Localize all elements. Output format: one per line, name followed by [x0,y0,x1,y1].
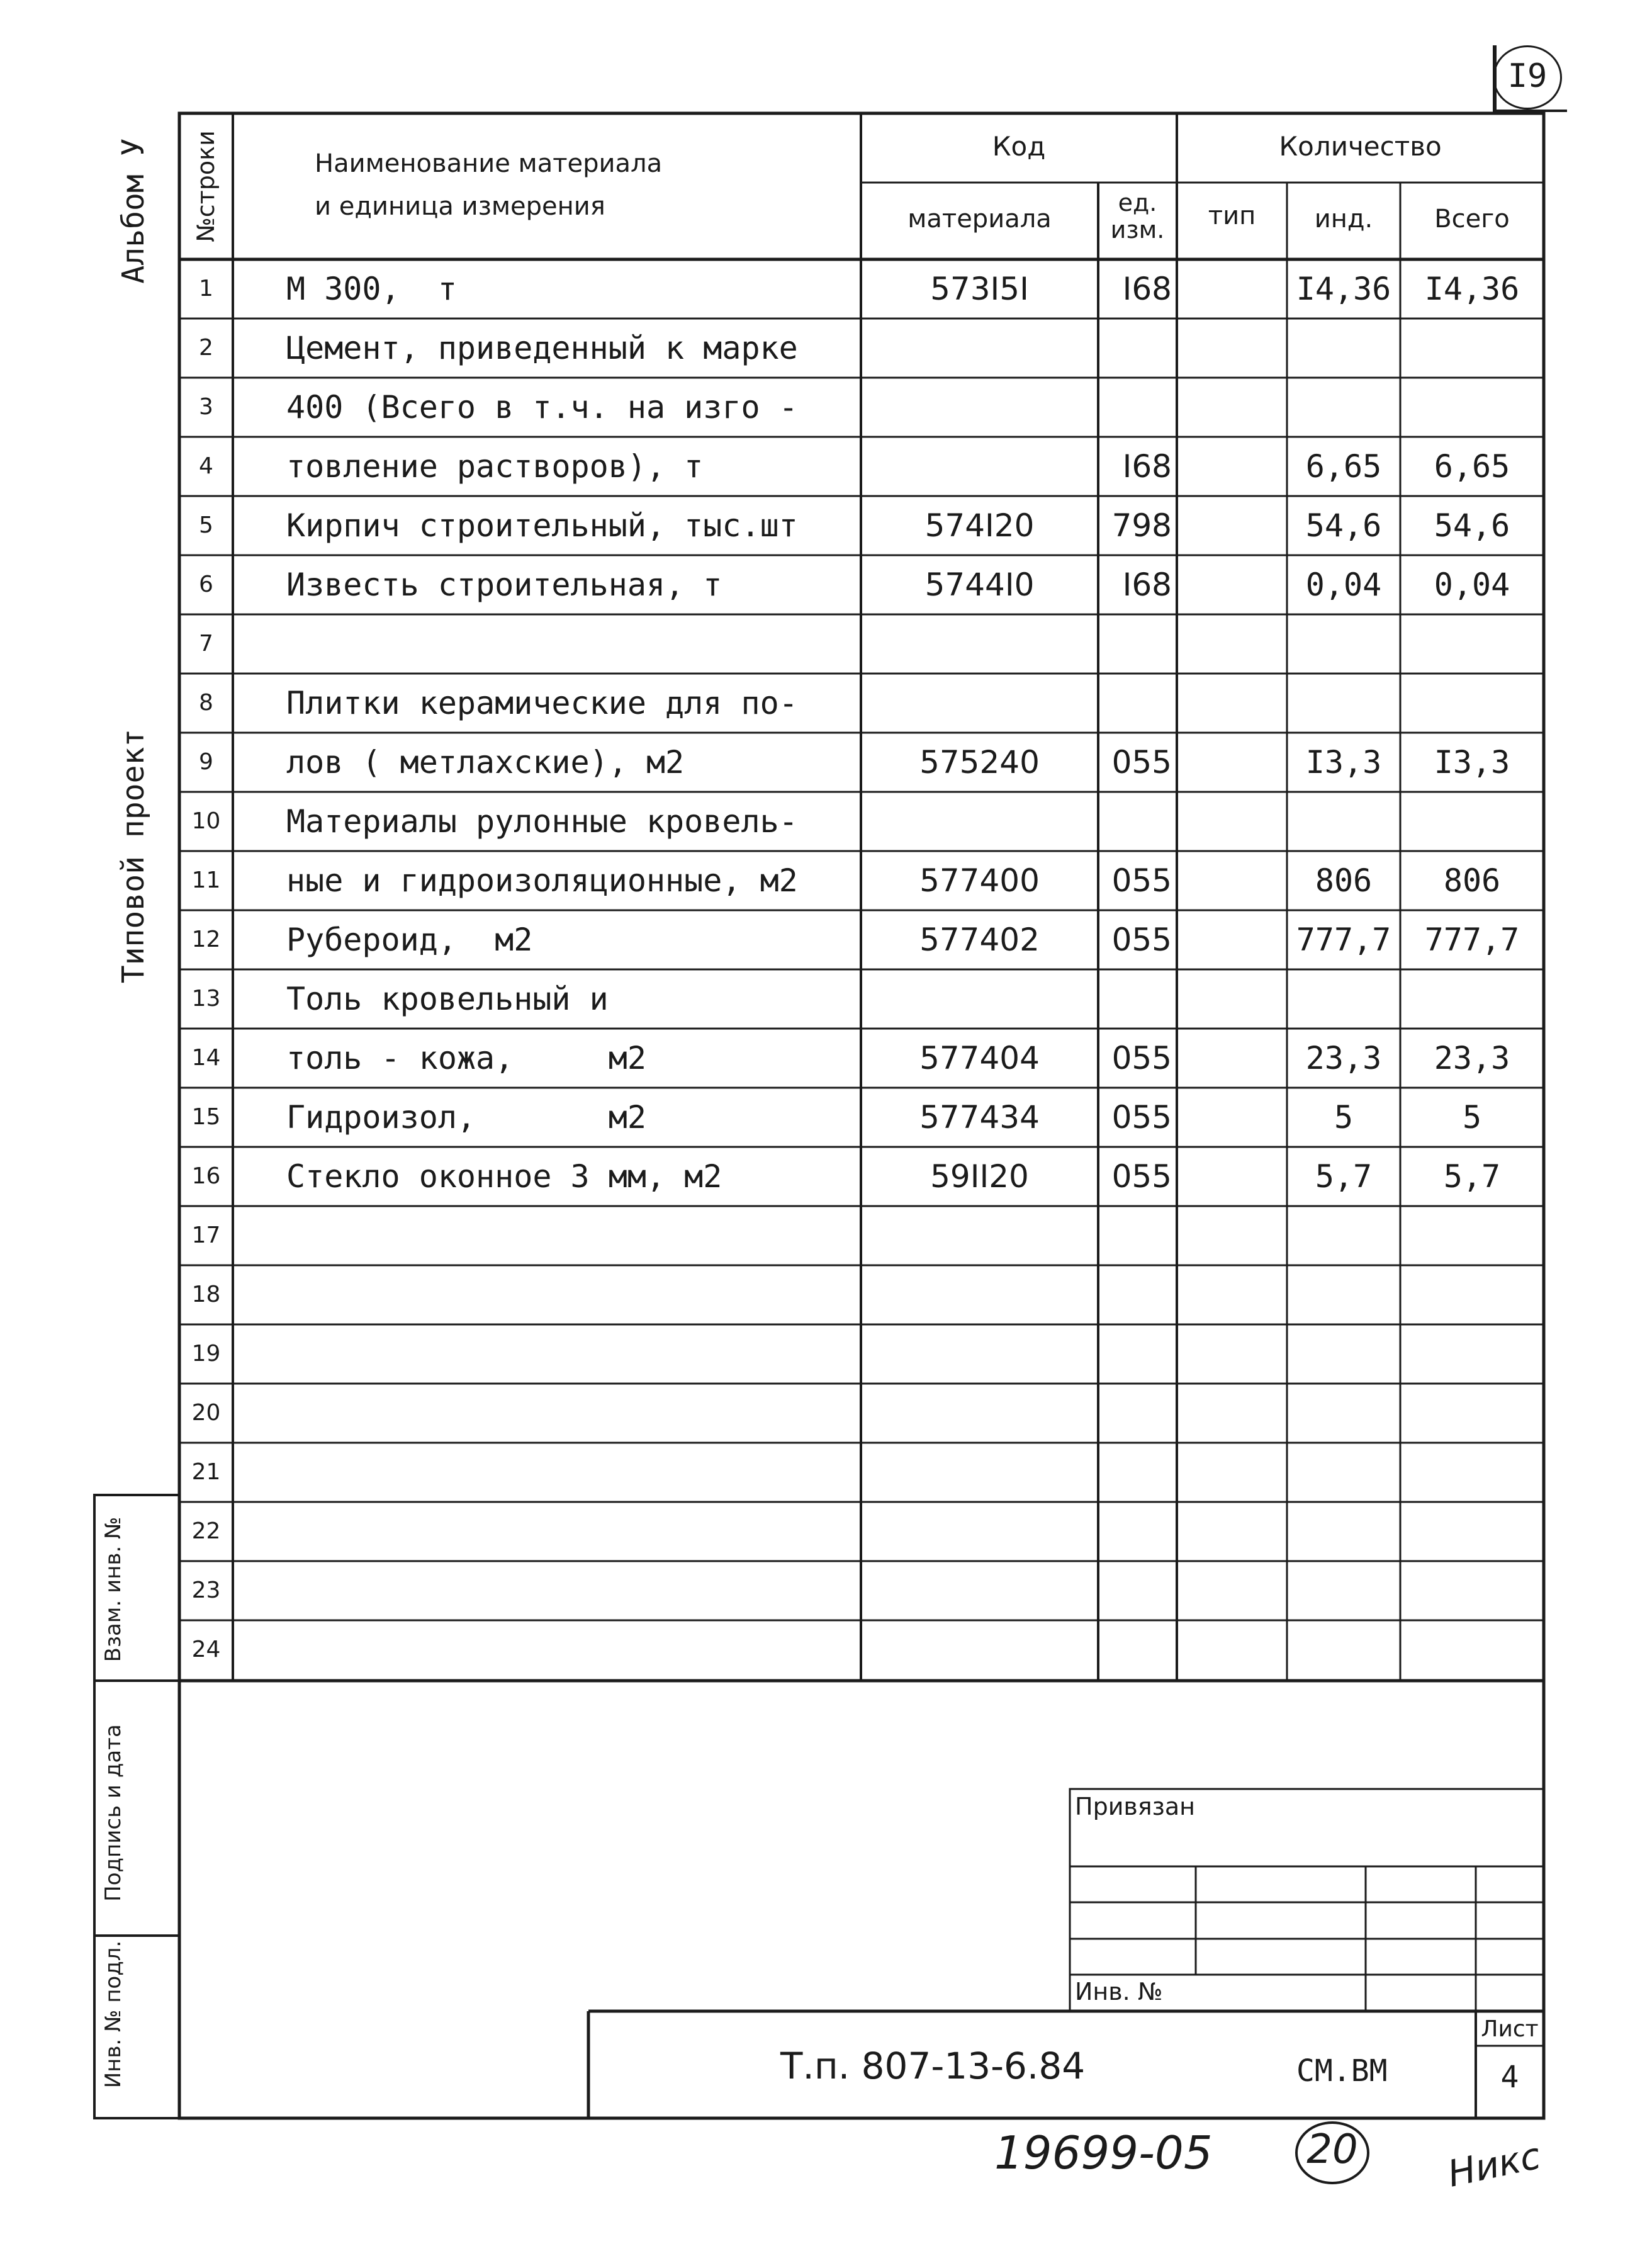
cell-n: 6 [199,572,213,597]
header-qty-type: тип [1208,201,1256,230]
cell-total [1400,801,1544,851]
cell-code [861,682,1098,733]
cell-code [861,1215,1098,1265]
cell-ind: 23,3 [1305,1040,1382,1076]
footer-signature: Никс [1444,2134,1544,2196]
cell-type [1177,1511,1287,1561]
cell-n: 17 [191,1222,221,1248]
cell-name [286,1274,853,1324]
cell-type [1177,505,1287,555]
cell-name: ные и гидроизоляционные, м2 [286,862,798,899]
cell-ind [1287,978,1400,1029]
cell-total [1400,327,1544,378]
cell-unit [1098,1511,1172,1561]
header-quantity: Количество [1279,131,1442,162]
cell-type [1177,682,1287,733]
cell-total: 5,7 [1443,1158,1501,1195]
cell-type [1177,1097,1287,1147]
cell-code: 5744I0 [924,567,1035,603]
cell-total: 5 [1462,1099,1482,1136]
cell-ind [1287,682,1400,733]
header-name-line1: Наименование материала [315,149,663,178]
cell-type [1177,742,1287,792]
cell-n: 4 [199,453,213,479]
cell-name: Стекло оконное 3 мм, м2 [286,1158,722,1195]
cell-type [1177,1629,1287,1679]
cell-ind [1287,1274,1400,1324]
cell-unit [1098,1629,1172,1679]
cell-type [1177,1274,1287,1324]
cell-name [286,1215,853,1265]
cell-name [286,1452,853,1502]
cell-n: 23 [191,1577,221,1603]
cell-type [1177,327,1287,378]
cell-unit [1098,1215,1172,1265]
sheet-label: Лист [1481,2016,1539,2042]
sheet-number: 4 [1500,2060,1519,2095]
cell-total [1400,1570,1544,1620]
cell-type [1177,446,1287,496]
cell-ind [1287,386,1400,437]
header-name-line2: и единица измерения [315,192,605,221]
cell-code: 59II20 [930,1158,1029,1195]
cell-ind [1287,623,1400,674]
header-qty-ind: инд. [1314,205,1373,234]
cell-unit [1098,801,1172,851]
cell-ind: 806 [1315,862,1373,899]
cell-name: толь - кожа, м2 [286,1040,646,1076]
cell-n: 11 [191,867,221,893]
cell-name: Плитки керамические для по- [286,685,798,721]
cell-n: 8 [199,690,213,716]
cell-total [1400,1333,1544,1384]
cell-n: 2 [199,335,213,361]
cell-code: 577402 [919,922,1040,958]
cell-total: 777,7 [1424,922,1520,958]
cell-ind [1287,1392,1400,1443]
cell-unit [1098,1392,1172,1443]
cell-unit [1098,327,1172,378]
cell-type [1177,386,1287,437]
cell-name: Кирпич строительный, тыс.шт [286,507,798,544]
cell-type [1177,860,1287,910]
cell-type [1177,1215,1287,1265]
cell-n: 9 [199,749,213,775]
cell-name [286,1511,853,1561]
cell-code [861,1629,1098,1679]
stamp-podpis-label: Подпись и дата [101,1724,126,1902]
cell-code: 573I5I [930,271,1029,307]
cell-ind [1287,1452,1400,1502]
cell-n: 1 [199,276,213,302]
cell-name: Известь строительная, т [286,567,722,603]
cell-ind: 5 [1334,1099,1354,1136]
cell-name [286,1333,853,1384]
cell-type [1177,1570,1287,1620]
cell-ind: 54,6 [1305,507,1382,544]
cell-ind: 777,7 [1296,922,1391,958]
cell-unit: 055 [1111,862,1172,899]
cell-n: 15 [191,1104,221,1130]
cell-total [1400,1215,1544,1265]
cell-unit [1098,386,1172,437]
cell-name: Рубероид, м2 [286,922,533,958]
cell-type [1177,564,1287,614]
cell-type [1177,1333,1287,1384]
privyazan-label: Привязан [1075,1793,1195,1820]
cell-ind: I4,36 [1296,271,1391,307]
cell-name: Цемент, приведенный к марке [286,330,798,366]
cell-ind [1287,1215,1400,1265]
cell-unit [1098,623,1172,674]
cell-name: Толь кровельный и [286,981,609,1017]
cell-ind [1287,1570,1400,1620]
cell-unit [1098,1452,1172,1502]
cell-unit [1098,1274,1172,1324]
project-type-label: Типовой проект [116,728,151,984]
designation: Т.п. 807-13-6.84 [780,2045,1086,2087]
cell-name: М 300, т [286,271,457,307]
cell-unit: 055 [1111,1099,1172,1136]
header-code-unit-2: изм. [1110,216,1165,244]
cell-code: 577404 [919,1040,1040,1076]
cell-ind [1287,1511,1400,1561]
cell-n: 10 [191,808,221,834]
cell-type [1177,1452,1287,1502]
cell-code [861,1392,1098,1443]
header-code: Код [992,131,1046,162]
cell-code [861,978,1098,1029]
cell-n: 12 [191,927,221,952]
cell-type [1177,1156,1287,1206]
cell-unit: 055 [1111,1158,1172,1195]
cell-unit: 055 [1111,922,1172,958]
cell-unit: 055 [1111,744,1172,781]
cell-code [861,1274,1098,1324]
cell-code: 577400 [919,862,1040,899]
cell-type [1177,1392,1287,1443]
cell-total [1400,386,1544,437]
cell-code [861,1333,1098,1384]
cell-n: 24 [191,1637,221,1662]
cell-total [1400,682,1544,733]
inv-no-label: Инв. № [1075,1978,1163,2006]
cell-name: лов ( метлахские), м2 [286,744,685,781]
cell-unit [1098,1570,1172,1620]
cell-ind: I3,3 [1305,744,1382,781]
cell-total [1400,1511,1544,1561]
cell-unit [1098,1333,1172,1384]
cell-ind [1287,1333,1400,1384]
cell-name: Гидроизол, м2 [286,1099,646,1136]
cell-n: 19 [191,1341,221,1367]
cell-name [286,623,853,674]
cell-total [1400,978,1544,1029]
cell-name: 400 (Всего в т.ч. на изго - [286,389,798,426]
album-label: Альбом У [116,138,151,284]
cell-code: 577434 [919,1099,1040,1136]
cell-total: 23,3 [1434,1040,1510,1076]
cell-unit [1098,978,1172,1029]
cell-total [1400,1392,1544,1443]
cell-n: 21 [191,1459,221,1485]
header-code-unit-1: ед. [1118,189,1157,217]
cell-code [861,1511,1098,1561]
footer-handwritten-number: 19699-05 [994,2126,1213,2179]
cell-n: 13 [191,986,221,1012]
cell-code [861,801,1098,851]
document-code: СМ.ВМ [1296,2053,1388,2089]
cell-total [1400,1452,1544,1502]
cell-code [861,446,1098,496]
cell-unit: I68 [1122,271,1172,307]
cell-name [286,1570,853,1620]
header-code-material: материала [907,205,1052,234]
cell-n: 14 [191,1045,221,1071]
cell-type [1177,623,1287,674]
header-row-number: №строки [192,130,220,242]
header-qty-total: Всего [1434,205,1510,234]
cell-code: 575240 [919,744,1040,781]
cell-unit [1098,682,1172,733]
stamp-inv-podl-label: Инв. № подл. [101,1940,126,2089]
cell-code [861,1452,1098,1502]
cell-n: 16 [191,1163,221,1189]
cell-ind [1287,1629,1400,1679]
cell-total [1400,1274,1544,1324]
cell-n: 7 [199,631,213,657]
cell-unit: 798 [1111,507,1172,544]
cell-ind: 6,65 [1305,448,1382,485]
cell-type [1177,268,1287,319]
cell-total [1400,623,1544,674]
cell-type [1177,919,1287,969]
cell-type [1177,978,1287,1029]
cell-type [1177,1037,1287,1088]
cell-total: 806 [1443,862,1501,899]
cell-total: 6,65 [1434,448,1510,485]
cell-unit: I68 [1122,567,1172,603]
cell-unit: 055 [1111,1040,1172,1076]
cell-code [861,327,1098,378]
cell-name: товление растворов), т [286,448,704,485]
stamp-vzam-label: Взам. инв. № [101,1516,126,1662]
cell-n: 18 [191,1282,221,1307]
page-number: I9 [1507,57,1548,95]
cell-total [1400,1629,1544,1679]
cell-code [861,623,1098,674]
cell-name: Материалы рулонные кровель- [286,803,798,840]
cell-ind: 5,7 [1315,1158,1373,1195]
cell-n: 22 [191,1518,221,1544]
cell-code [861,386,1098,437]
footer-circled-number: 20 [1306,2126,1358,2173]
cell-n: 3 [199,394,213,420]
cell-total: 54,6 [1434,507,1510,544]
cell-ind [1287,327,1400,378]
cell-type [1177,801,1287,851]
cell-name [286,1392,853,1443]
cell-n: 5 [199,512,213,538]
cell-ind [1287,801,1400,851]
cell-n: 20 [191,1400,221,1426]
cell-total: I3,3 [1434,744,1510,781]
cell-total: I4,36 [1424,271,1520,307]
cell-unit: I68 [1122,448,1172,485]
cell-total: 0,04 [1434,567,1510,603]
cell-ind: 0,04 [1305,567,1382,603]
cell-name [286,1629,853,1679]
cell-code [861,1570,1098,1620]
cell-code: 574I20 [924,507,1035,544]
